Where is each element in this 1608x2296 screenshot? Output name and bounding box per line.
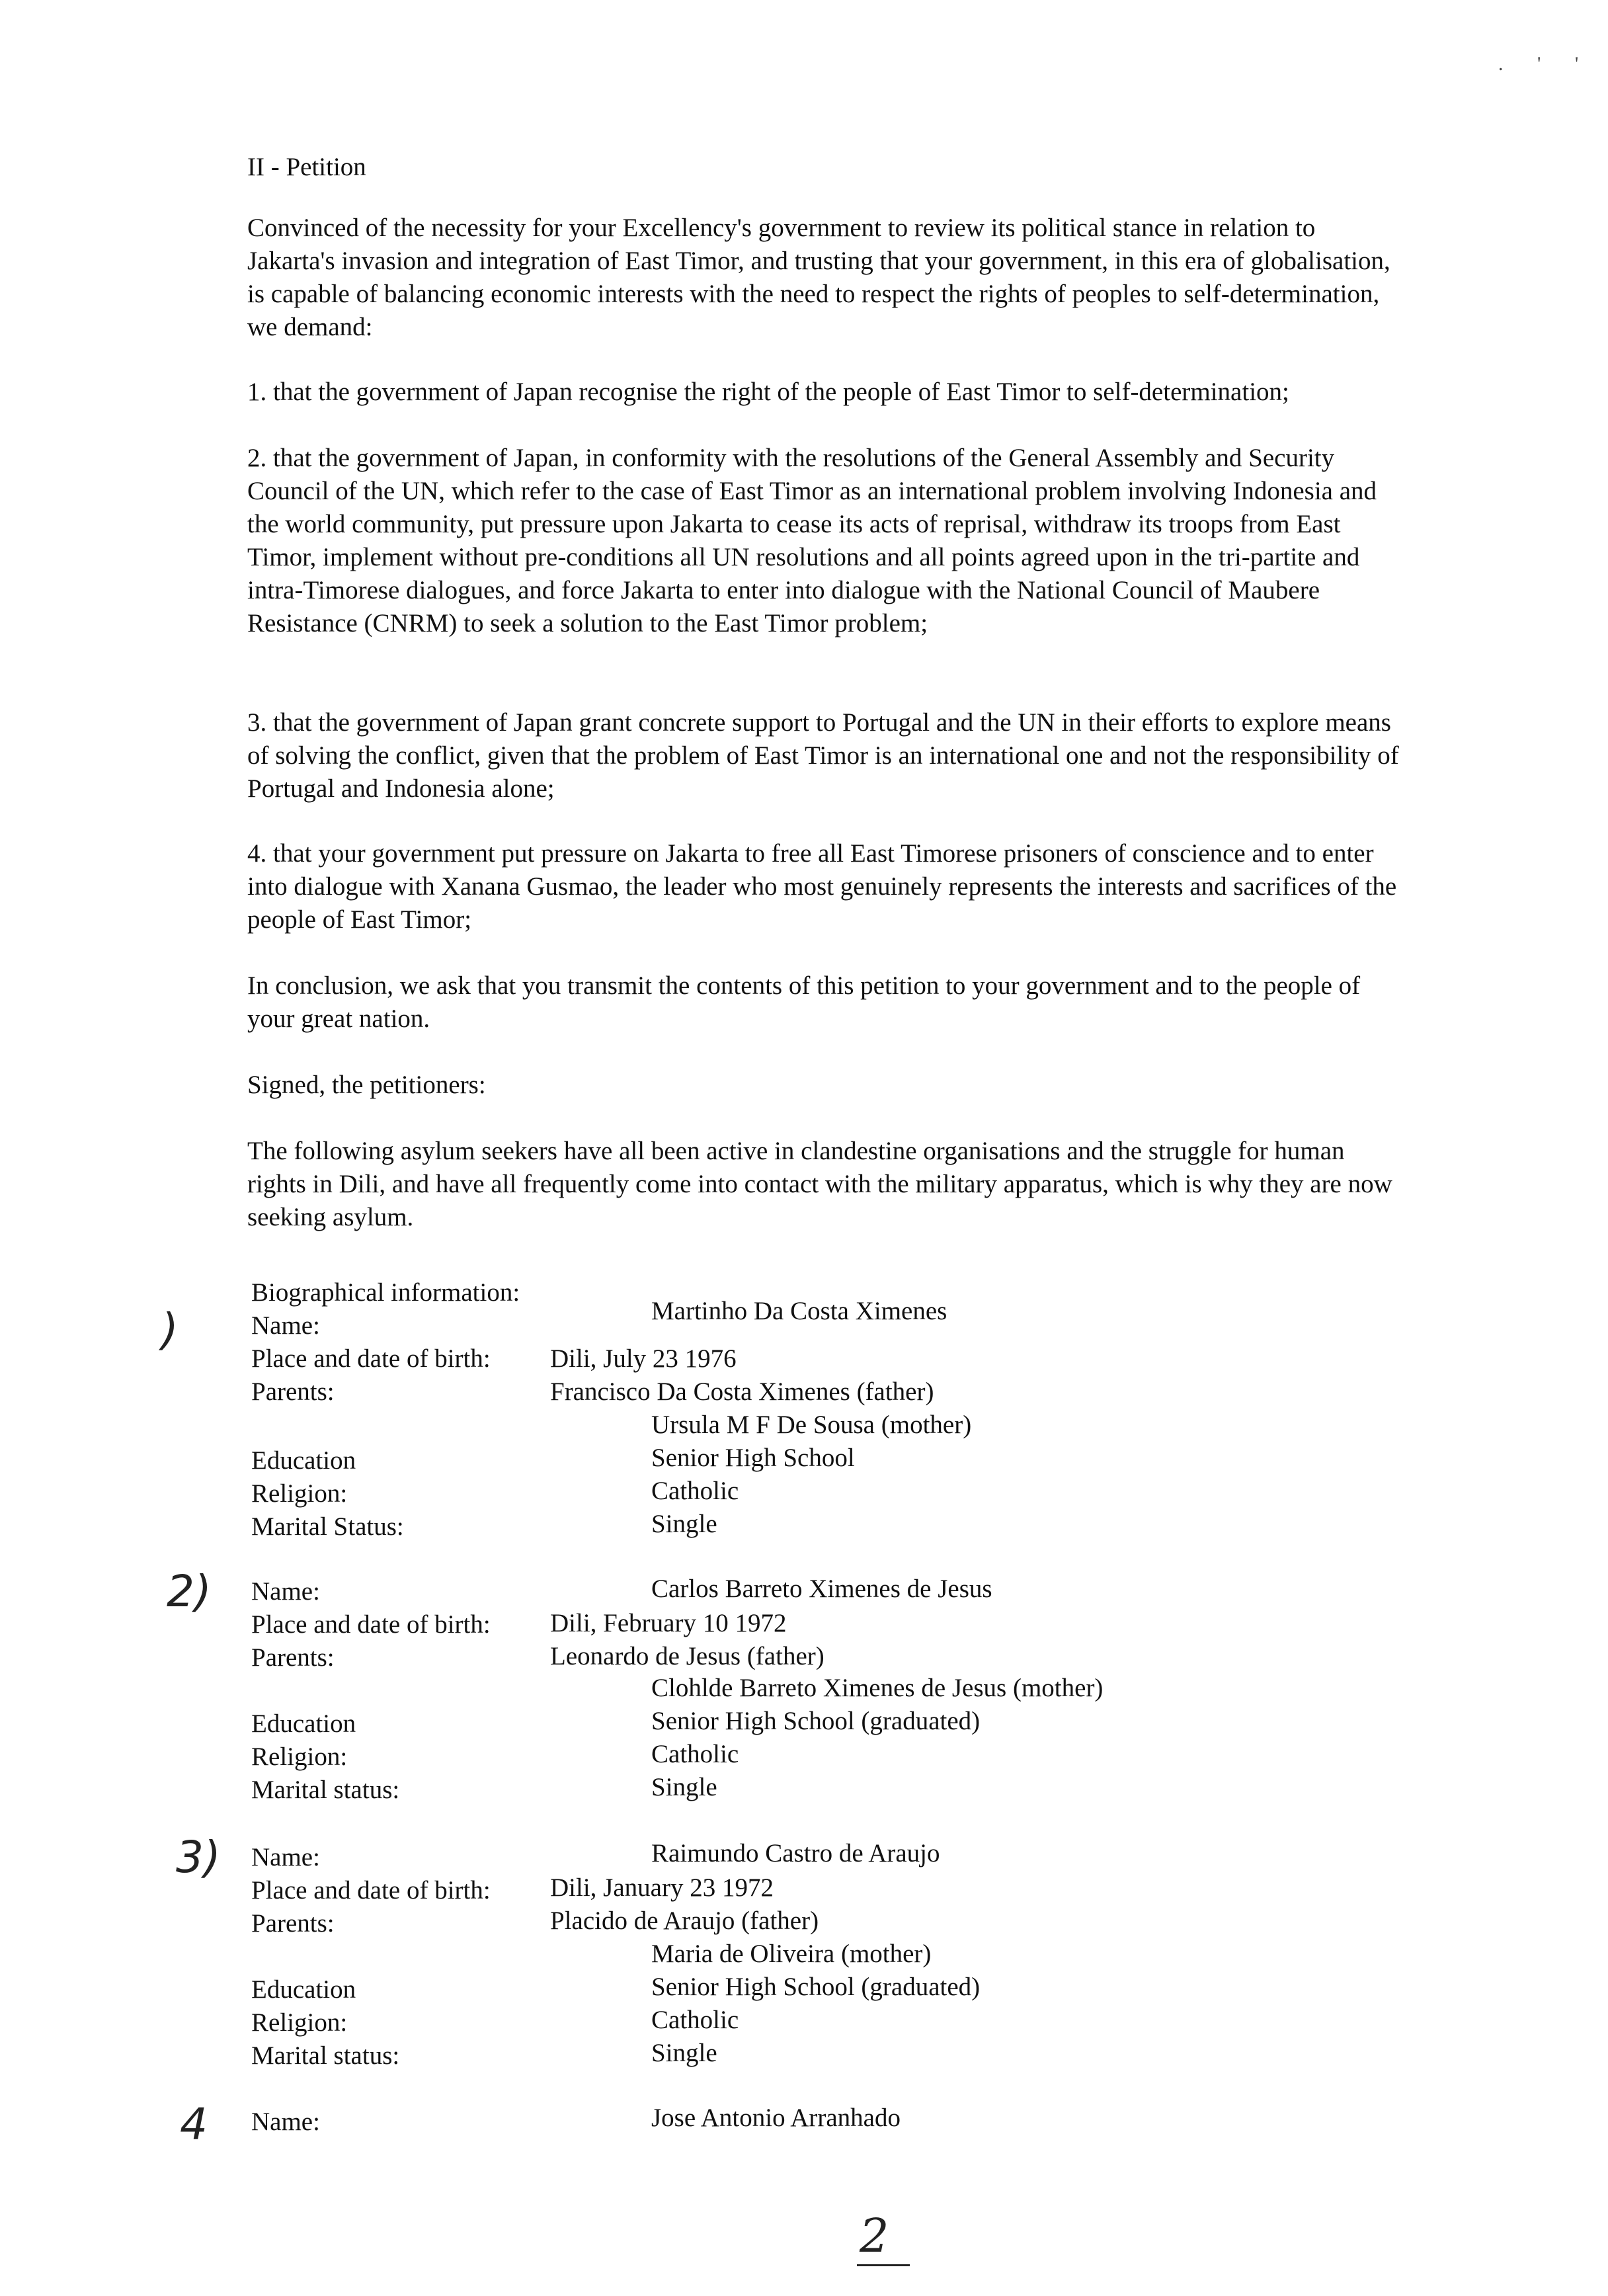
parents-label: Parents:	[251, 1909, 335, 1938]
religion-value: Catholic	[651, 2006, 739, 2034]
name-value: Raimundo Castro de Araujo	[651, 1839, 940, 1867]
birth-label: Place and date of birth:	[251, 1344, 491, 1373]
education-value: Senior High School	[651, 1444, 855, 1472]
demand-4-paragraph: 4. that your government put pressure on Jakarta to free all East Timorese prisoners of conscience and to enter into dialogue with Xanana Gusmao, the leader who most genuinely represents the interests and sacrifices of the people of East Timor;	[247, 839, 1397, 934]
name-value: Martinho Da Costa Ximenes	[651, 1297, 947, 1325]
conclusion-paragraph: In conclusion, we ask that you transmit the contents of this petition to your government and to the people of your great nation.	[247, 971, 1361, 1033]
religion-value: Catholic	[651, 1477, 739, 1505]
religion-label: Religion:	[251, 1479, 348, 1508]
mother-value: Maria de Oliveira (mother)	[651, 1940, 932, 1968]
asylum-seekers-paragraph: The following asylum seekers have all been active in clandestine organisations and the struggle for human rights in Dili, and have all frequently come into contact with the military apparatus, which is why they are now seeking asylum.	[247, 1137, 1392, 1231]
father-value: Leonardo de Jesus (father)	[550, 1642, 824, 1670]
birth-label: Place and date of birth:	[251, 1876, 491, 1905]
marital-value: Single	[651, 1773, 717, 1801]
name-label: Name:	[251, 1311, 320, 1340]
birth-value: Dili, July 23 1976	[550, 1344, 737, 1373]
education-value: Senior High School (graduated)	[651, 1707, 981, 1735]
education-label: Education	[251, 1709, 356, 1738]
marital-label: Marital Status:	[251, 1512, 404, 1541]
religion-value: Catholic	[651, 1740, 739, 1768]
name-label: Name:	[251, 1843, 320, 1871]
birth-value: Dili, February 10 1972	[550, 1609, 787, 1637]
mother-value: Ursula M F De Sousa (mother)	[651, 1411, 972, 1439]
mother-value: Clohlde Barreto Ximenes de Jesus (mother)	[651, 1674, 1104, 1702]
page-number: 2	[860, 2209, 889, 2263]
handwritten-number: 4	[180, 2099, 208, 2150]
bio-heading: Biographical information:	[251, 1278, 520, 1307]
education-label: Education	[251, 1975, 356, 2004]
marital-label: Marital status:	[251, 1776, 400, 1804]
religion-label: Religion:	[251, 1742, 348, 1771]
name-value: Carlos Barreto Ximenes de Jesus	[651, 1575, 992, 1603]
birth-label: Place and date of birth:	[251, 1610, 491, 1639]
demand-3-paragraph: 3. that the government of Japan grant concrete support to Portugal and the UN in their efforts to explore means of solving the conflict, given that the problem of East Timor is an international one and not the responsibility of Portugal and Indonesia alone;	[247, 708, 1399, 803]
marital-value: Single	[651, 2039, 717, 2067]
name-label: Name:	[251, 1577, 320, 1606]
parents-label: Parents:	[251, 1643, 335, 1672]
demand-1-paragraph: 1. that the government of Japan recognise the right of the people of East Timor to self-determination;	[247, 378, 1289, 406]
birth-value: Dili, January 23 1972	[550, 1873, 774, 1902]
name-label: Name:	[251, 2108, 320, 2136]
father-value: Francisco Da Costa Ximenes (father)	[550, 1377, 934, 1406]
marital-label: Marital status:	[251, 2041, 400, 2070]
handwritten-number: )	[161, 1304, 179, 1355]
parents-label: Parents:	[251, 1377, 335, 1406]
education-value: Senior High School (graduated)	[651, 1973, 981, 2001]
education-label: Education	[251, 1446, 356, 1475]
page-number-underline	[857, 2264, 910, 2266]
name-value: Jose Antonio Arranhado	[651, 2104, 901, 2132]
handwritten-number: 3)	[176, 1832, 221, 1883]
marital-value: Single	[651, 1510, 717, 1538]
handwritten-number: 2)	[167, 1566, 212, 1617]
intro-paragraph: Convinced of the necessity for your Excellency's government to review its political stance in relation to Jakarta's invasion and integration of East Timor, and trusting that your government, in this era of globalisation, is capable of balancing economic interests with the need to respect the rights of peoples to self-determination, we demand:	[247, 214, 1390, 341]
father-value: Placido de Araujo (father)	[550, 1906, 819, 1935]
demand-2-paragraph: 2. that the government of Japan, in conformity with the resolutions of the General Assembly and Security Council of the UN, which refer to the case of East Timor as an international problem involving Indonesia and the world community, put pressure upon Jakarta to cease its acts of reprisal, withdraw its troops from East Timor, implement without pre-conditions all UN resolutions and all points agreed upon in the tri-partite and intra-Timorese dialogues, and force Jakarta to enter into dialogue with the National Council of Maubere Resistance (CNRM) to seek a solution to the East Timor problem;	[247, 444, 1377, 637]
section-heading: II - Petition	[247, 153, 366, 181]
corner-mark: . ' '	[1498, 53, 1593, 75]
religion-label: Religion:	[251, 2008, 348, 2037]
signed-line: Signed, the petitioners:	[247, 1071, 486, 1099]
